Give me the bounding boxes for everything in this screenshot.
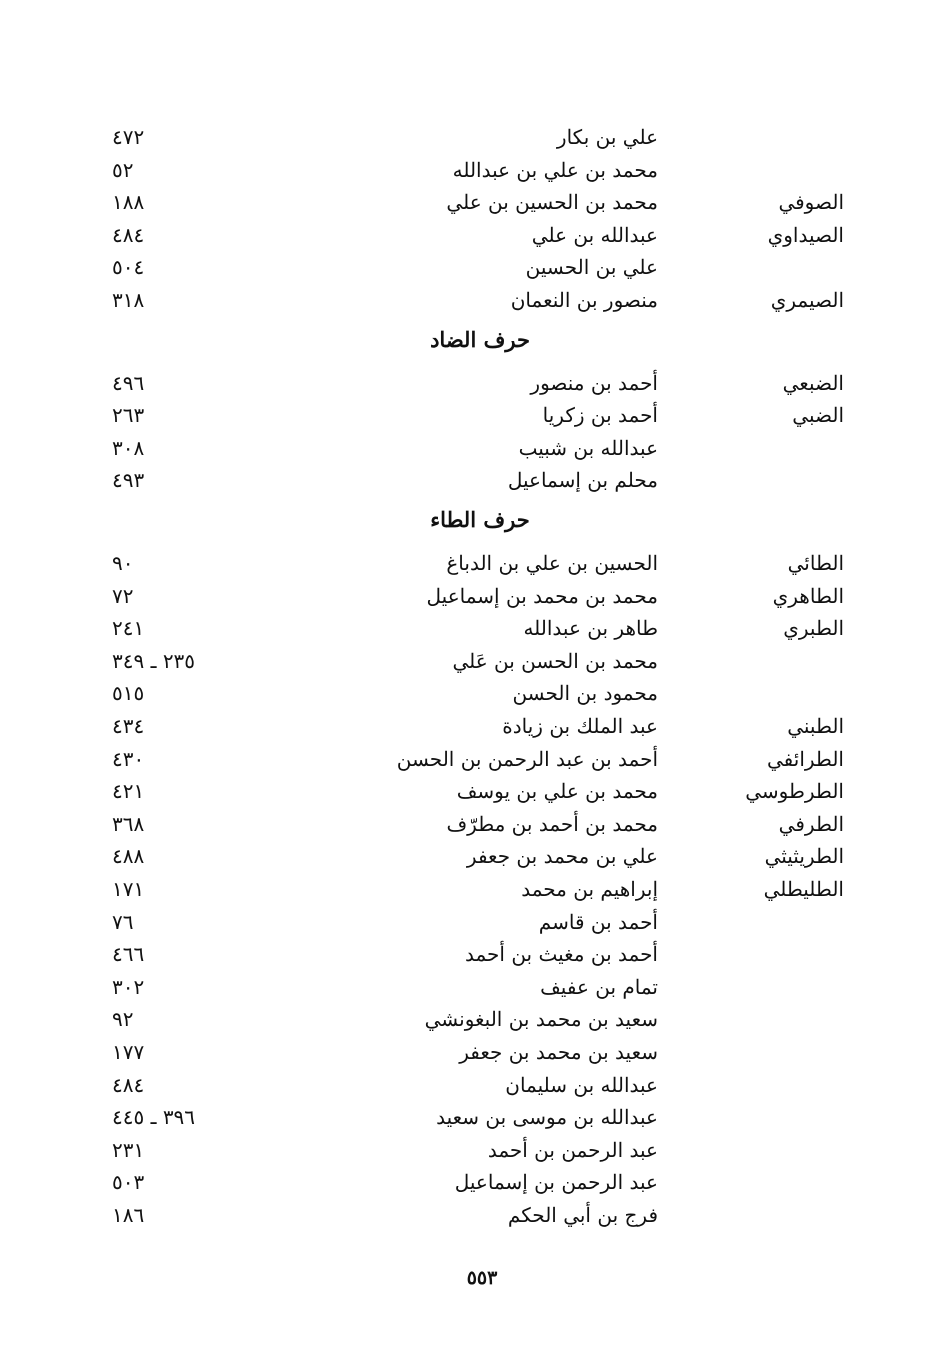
index-entry [0, 284, 952, 316]
index-entry [0, 1036, 952, 1068]
entry-page-refs: ٤٩٦ [112, 370, 145, 395]
entry-page-refs: ٤٣٠ [112, 746, 145, 771]
entry-page-refs: ٢٦٣ [112, 403, 145, 428]
index-entry [0, 1166, 952, 1198]
index-entry [0, 399, 952, 431]
entry-page-refs: ٩٠ [112, 551, 134, 575]
index-entry [0, 580, 952, 612]
entry-nisba: الطائي [787, 551, 844, 575]
index-entry [0, 808, 952, 840]
entry-name: سعيد بن محمد بن جعفر [459, 1040, 658, 1064]
entry-name: تمام بن عفيف [540, 974, 658, 999]
index-entry [0, 775, 952, 807]
index-entry [0, 645, 952, 677]
letter-heading: حرف الطاء [430, 507, 530, 532]
entry-page-refs: ٣٠٨ [112, 435, 145, 460]
entry-page-refs: ٥٠٤ [112, 255, 145, 280]
entry-nisba: الطليطلي [763, 877, 844, 901]
entry-name: سعيد بن محمد بن البغونشي [424, 1007, 658, 1032]
index-entry [0, 1199, 952, 1231]
entry-name: عبدالله بن شبيب [518, 435, 658, 460]
entry-name: عبد الرحمن بن أحمد [487, 1137, 658, 1162]
entry-nisba: الطبري [783, 616, 844, 641]
entry-page-refs: ٥٢ [112, 157, 134, 182]
index-entry [0, 1101, 952, 1133]
entry-name: محمد بن الحسين بن علي [446, 190, 658, 215]
entry-name: عبدالله بن سليمان [505, 1072, 658, 1097]
entry-page-refs: ٣٦٨ [112, 811, 145, 836]
entry-page-refs: ١٧١ [112, 877, 145, 901]
index-entry [0, 677, 952, 709]
entry-page-refs: ٧٢ [112, 583, 134, 608]
entry-nisba: الصوفي [778, 190, 844, 215]
entry-name: أحمد بن قاسم [538, 909, 658, 934]
entry-nisba: الضبعي [782, 370, 844, 395]
entry-name: محمد بن أحمد بن مطرّف [446, 811, 658, 836]
index-entry [0, 154, 952, 186]
entry-page-refs: ٥٠٣ [112, 1170, 145, 1195]
entry-name: الحسين بن علي بن الدباغ [446, 551, 658, 575]
entry-nisba: الطريثيثي [764, 844, 844, 869]
entry-name: عبد الرحمن بن إسماعيل [454, 1170, 658, 1195]
entry-page-refs: ٤٧٢ [112, 125, 145, 149]
entry-name: عبدالله بن علي [531, 222, 658, 247]
entry-nisba: الطرطوسي [745, 779, 844, 804]
entry-name: أحمد بن منصور [530, 370, 658, 395]
entry-page-refs: ٤٩٣ [112, 468, 145, 493]
entry-name: عبد الملك بن زيادة [502, 714, 658, 738]
index-entry [0, 547, 952, 579]
entry-page-refs: ٤٨٨ [112, 844, 145, 869]
entry-page-refs: ٥١٥ [112, 681, 145, 706]
page-number: ٥٥٣ [466, 1267, 498, 1289]
entry-name: محمد بن علي بن عبدالله [452, 157, 658, 182]
entry-page-refs: ٩٢ [112, 1007, 134, 1032]
entry-page-refs: ٢٣٥ ـ ٣٤٩ [112, 648, 196, 673]
letter-heading: حرف الضاد [430, 326, 530, 352]
entry-name: محمد بن الحسن بن عَلي [452, 648, 658, 673]
entry-page-refs: ٤٦٦ [112, 942, 145, 967]
index-entry [0, 710, 952, 742]
entry-nisba: الصيمري [770, 288, 844, 312]
index-entry [0, 1003, 952, 1035]
index-entry [0, 906, 952, 938]
index-entry [0, 743, 952, 775]
entry-page-refs: ٢٣١ [112, 1137, 145, 1162]
index-entry [0, 1069, 952, 1101]
entry-page-refs: ٧٦ [112, 909, 134, 934]
index-entry [0, 1134, 952, 1166]
index-entry [0, 971, 952, 1003]
entry-page-refs: ٢٤١ [112, 616, 145, 641]
entry-name: أحمد بن مغيث بن أحمد [464, 942, 658, 967]
entry-name: علي بن الحسين [525, 255, 658, 280]
entry-page-refs: ١٨٦ [112, 1203, 145, 1227]
entry-nisba: الطرفي [778, 811, 844, 836]
entry-name: أحمد بن عبد الرحمن بن الحسن [396, 746, 658, 771]
entry-name: علي بن محمد بن جعفر [466, 844, 658, 869]
entry-name: أحمد بن زكريا [542, 403, 658, 428]
entry-name: علي بن بكار [556, 125, 658, 149]
entry-name: محمد بن علي بن يوسف [456, 779, 658, 804]
index-entry [0, 219, 952, 251]
entry-name: محمود بن الحسن [512, 681, 658, 706]
entry-nisba: الضبي [792, 403, 844, 428]
entry-nisba: الصيداوي [767, 222, 844, 247]
index-entry [0, 612, 952, 644]
entry-name: محمد بن محمد بن إسماعيل [426, 583, 658, 608]
index-entry [0, 432, 952, 464]
index-entry [0, 186, 952, 218]
index-entry [0, 251, 952, 283]
entry-page-refs: ٣١٨ [112, 288, 145, 312]
entry-name: منصور بن النعمان [510, 288, 658, 312]
entry-page-refs: ٤٣٤ [112, 714, 145, 738]
index-entry [0, 464, 952, 496]
entry-nisba: الطبني [787, 714, 844, 738]
entry-page-refs: ٣٠٢ [112, 974, 145, 999]
entry-nisba: الطرائفي [766, 746, 844, 771]
index-entry [0, 121, 952, 153]
entry-page-refs: ٤٨٤ [112, 222, 145, 247]
index-entry [0, 840, 952, 872]
entry-name: فرج بن أبي الحكم [507, 1203, 658, 1227]
entry-nisba: الطاهري [772, 583, 844, 608]
entry-name: طاهر بن عبدالله [523, 616, 658, 641]
entry-page-refs: ١٧٧ [112, 1040, 145, 1064]
entry-name: إبراهيم بن محمد [521, 877, 658, 901]
entry-page-refs: ١٨٨ [112, 190, 145, 215]
entry-page-refs: ٣٩٦ ـ ٤٤٥ [112, 1105, 196, 1130]
index-entry [0, 938, 952, 970]
index-entry [0, 367, 952, 399]
entry-name: عبدالله بن موسى بن سعيد [436, 1105, 658, 1130]
entry-page-refs: ٤٢١ [112, 779, 145, 804]
entry-name: محلم بن إسماعيل [507, 468, 658, 493]
entry-page-refs: ٤٨٤ [112, 1072, 145, 1097]
index-entry [0, 873, 952, 905]
